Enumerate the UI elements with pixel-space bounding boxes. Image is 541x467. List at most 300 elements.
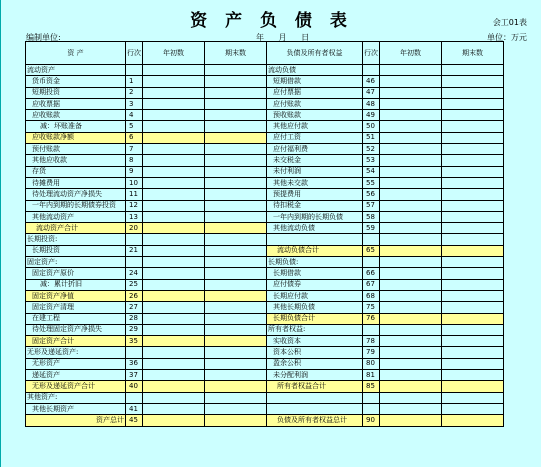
liability-end-cell[interactable] xyxy=(442,415,504,426)
unit-label: 编制单位: xyxy=(26,33,61,42)
asset-label[interactable]: 无形资产 xyxy=(26,358,126,369)
asset-begin-cell[interactable] xyxy=(143,200,205,211)
asset-line-no[interactable]: 4 xyxy=(126,110,143,121)
liability-label[interactable]: 预提费用 xyxy=(267,189,363,200)
asset-line-no[interactable] xyxy=(126,392,143,403)
report-title: 资 产 负 债 表 xyxy=(190,11,353,31)
liability-line-no[interactable]: 47 xyxy=(363,87,380,98)
liability-end-cell[interactable] xyxy=(442,279,504,290)
asset-begin-cell[interactable] xyxy=(143,336,205,347)
table-row xyxy=(26,65,504,76)
asset-end-cell[interactable] xyxy=(205,245,267,256)
liability-end-cell[interactable] xyxy=(442,403,504,414)
table-row xyxy=(26,98,504,109)
asset-label[interactable]: 其他资产: xyxy=(26,392,126,403)
liability-begin-cell[interactable] xyxy=(380,177,442,188)
liability-end-cell[interactable] xyxy=(442,65,504,76)
asset-begin-cell[interactable] xyxy=(143,268,205,279)
asset-begin-cell[interactable] xyxy=(143,403,205,414)
asset-line-no[interactable]: 40 xyxy=(126,381,143,392)
asset-end-cell[interactable] xyxy=(205,87,267,98)
asset-label[interactable]: 存货 xyxy=(26,166,126,177)
asset-line-no[interactable]: 37 xyxy=(126,370,143,381)
liability-label[interactable]: 未付利润 xyxy=(267,166,363,177)
liability-begin-cell[interactable] xyxy=(380,381,442,392)
asset-end-cell[interactable] xyxy=(205,234,267,245)
asset-end-cell[interactable] xyxy=(205,358,267,369)
table-row xyxy=(26,336,504,347)
asset-end-cell[interactable] xyxy=(205,177,267,188)
header-line-no-right[interactable]: 行次 xyxy=(363,42,380,65)
asset-line-no[interactable]: 6 xyxy=(126,132,143,143)
liability-begin-cell[interactable] xyxy=(380,234,442,245)
liability-label[interactable]: 实收资本 xyxy=(267,336,363,347)
liability-begin-cell[interactable] xyxy=(380,403,442,414)
liability-line-no[interactable] xyxy=(363,234,380,245)
asset-line-no[interactable]: 29 xyxy=(126,324,143,335)
asset-line-no[interactable]: 9 xyxy=(126,166,143,177)
asset-end-cell[interactable] xyxy=(205,98,267,109)
liability-end-cell[interactable] xyxy=(442,121,504,132)
liability-line-no[interactable]: 79 xyxy=(363,347,380,358)
asset-begin-cell[interactable] xyxy=(143,290,205,301)
asset-label[interactable]: 资产总计 xyxy=(26,415,126,426)
liability-begin-cell[interactable] xyxy=(380,302,442,313)
header-begin[interactable]: 年初数 xyxy=(143,42,205,65)
asset-label[interactable]: 其他应收款 xyxy=(26,155,126,166)
asset-begin-cell[interactable] xyxy=(143,189,205,200)
liability-end-cell[interactable] xyxy=(442,370,504,381)
liability-line-no[interactable]: 54 xyxy=(363,166,380,177)
liability-line-no[interactable]: 52 xyxy=(363,144,380,155)
asset-line-no[interactable]: 8 xyxy=(126,155,143,166)
liability-end-cell[interactable] xyxy=(442,87,504,98)
header-row xyxy=(26,42,504,65)
liability-label[interactable]: 其他流动负债 xyxy=(267,223,363,234)
liability-end-cell[interactable] xyxy=(442,313,504,324)
liability-label[interactable]: 长期负债合计 xyxy=(267,313,363,324)
liability-end-cell[interactable] xyxy=(442,155,504,166)
liability-begin-cell[interactable] xyxy=(380,257,442,268)
asset-begin-cell[interactable] xyxy=(143,76,205,87)
table-row xyxy=(26,324,504,335)
asset-line-no[interactable]: 2 xyxy=(126,87,143,98)
liability-end-cell[interactable] xyxy=(442,257,504,268)
table-row xyxy=(26,121,504,132)
asset-end-cell[interactable] xyxy=(205,381,267,392)
asset-line-no[interactable]: 24 xyxy=(126,268,143,279)
table-row xyxy=(26,177,504,188)
asset-end-cell[interactable] xyxy=(205,132,267,143)
table-row xyxy=(26,257,504,268)
liability-line-no[interactable]: 80 xyxy=(363,358,380,369)
asset-label[interactable]: 减：累计折旧 xyxy=(26,279,126,290)
liability-end-cell[interactable] xyxy=(442,132,504,143)
liability-begin-cell[interactable] xyxy=(380,98,442,109)
asset-label[interactable]: 长期投资: xyxy=(26,234,126,245)
asset-label[interactable]: 长期投资 xyxy=(26,245,126,256)
liability-end-cell[interactable] xyxy=(442,324,504,335)
liability-label[interactable]: 其他长期负债 xyxy=(267,302,363,313)
liability-end-cell[interactable] xyxy=(442,347,504,358)
liability-label[interactable] xyxy=(267,392,363,403)
asset-label[interactable]: 减：坏账准备 xyxy=(26,121,126,132)
asset-line-no[interactable] xyxy=(126,257,143,268)
asset-label[interactable]: 无形及递延资产: xyxy=(26,347,126,358)
liability-end-cell[interactable] xyxy=(442,98,504,109)
liability-begin-cell[interactable] xyxy=(380,268,442,279)
asset-label[interactable]: 固定资产原价 xyxy=(26,268,126,279)
liability-line-no[interactable]: 48 xyxy=(363,98,380,109)
liability-line-no[interactable]: 53 xyxy=(363,155,380,166)
asset-begin-cell[interactable] xyxy=(143,177,205,188)
currency-label: 单位：万元 xyxy=(487,33,527,42)
asset-line-no[interactable]: 5 xyxy=(126,121,143,132)
header-assets[interactable]: 资 产 xyxy=(26,42,126,65)
liability-line-no[interactable]: 57 xyxy=(363,200,380,211)
liability-end-cell[interactable] xyxy=(442,76,504,87)
liability-label[interactable]: 短期借款 xyxy=(267,76,363,87)
liability-line-no[interactable] xyxy=(363,324,380,335)
asset-end-cell[interactable] xyxy=(205,257,267,268)
table-row xyxy=(26,370,504,381)
asset-begin-cell[interactable] xyxy=(143,245,205,256)
asset-begin-cell[interactable] xyxy=(143,347,205,358)
liability-begin-cell[interactable] xyxy=(380,290,442,301)
liability-label[interactable]: 应付工资 xyxy=(267,132,363,143)
asset-end-cell[interactable] xyxy=(205,392,267,403)
liability-begin-cell[interactable] xyxy=(380,144,442,155)
asset-end-cell[interactable] xyxy=(205,324,267,335)
asset-end-cell[interactable] xyxy=(205,268,267,279)
table-row xyxy=(26,415,504,426)
liability-begin-cell[interactable] xyxy=(380,370,442,381)
liability-begin-cell[interactable] xyxy=(380,65,442,76)
liability-end-cell[interactable] xyxy=(442,245,504,256)
asset-line-no[interactable]: 13 xyxy=(126,211,143,222)
liability-line-no[interactable] xyxy=(363,257,380,268)
asset-label[interactable]: 应收账款净额 xyxy=(26,132,126,143)
liability-line-no[interactable]: 75 xyxy=(363,302,380,313)
liability-end-cell[interactable] xyxy=(442,358,504,369)
liability-label[interactable]: 应付债券 xyxy=(267,279,363,290)
liability-line-no[interactable]: 81 xyxy=(363,370,380,381)
liability-line-no[interactable]: 65 xyxy=(363,245,380,256)
liability-end-cell[interactable] xyxy=(442,290,504,301)
liability-label[interactable]: 应付福利费 xyxy=(267,144,363,155)
asset-line-no[interactable]: 7 xyxy=(126,144,143,155)
liability-label[interactable]: 应付票据 xyxy=(267,87,363,98)
liability-line-no[interactable]: 68 xyxy=(363,290,380,301)
asset-label[interactable]: 固定资产清理 xyxy=(26,302,126,313)
liability-label[interactable]: 流动负债 xyxy=(267,65,363,76)
liability-begin-cell[interactable] xyxy=(380,324,442,335)
table-row xyxy=(26,302,504,313)
table-row xyxy=(26,358,504,369)
liability-label[interactable]: 流动负债合计 xyxy=(267,245,363,256)
asset-end-cell[interactable] xyxy=(205,302,267,313)
liability-line-no[interactable]: 49 xyxy=(363,110,380,121)
asset-line-no[interactable] xyxy=(126,234,143,245)
asset-begin-cell[interactable] xyxy=(143,415,205,426)
header-end-right[interactable]: 期末数 xyxy=(442,42,504,65)
asset-line-no[interactable]: 35 xyxy=(126,336,143,347)
asset-line-no[interactable] xyxy=(126,347,143,358)
header-end[interactable]: 期末数 xyxy=(205,42,267,65)
liability-end-cell[interactable] xyxy=(442,144,504,155)
asset-begin-cell[interactable] xyxy=(143,87,205,98)
asset-label[interactable]: 流动资产合计 xyxy=(26,223,126,234)
header-liabilities[interactable]: 负债及所有者权益 xyxy=(267,42,363,65)
asset-label[interactable]: 待处理固定资产净损失 xyxy=(26,324,126,335)
table-row xyxy=(26,166,504,177)
asset-label[interactable]: 固定资产合计 xyxy=(26,336,126,347)
asset-begin-cell[interactable] xyxy=(143,144,205,155)
asset-end-cell[interactable] xyxy=(205,189,267,200)
asset-end-cell[interactable] xyxy=(205,415,267,426)
asset-end-cell[interactable] xyxy=(205,211,267,222)
asset-end-cell[interactable] xyxy=(205,347,267,358)
asset-label[interactable]: 待处理流动资产净损失 xyxy=(26,189,126,200)
liability-label[interactable]: 盈余公积 xyxy=(267,358,363,369)
asset-line-no[interactable]: 20 xyxy=(126,223,143,234)
asset-begin-cell[interactable] xyxy=(143,302,205,313)
liability-begin-cell[interactable] xyxy=(380,415,442,426)
liability-begin-cell[interactable] xyxy=(380,200,442,211)
liability-label[interactable]: 所有者权益合计 xyxy=(267,381,363,392)
header-begin-right[interactable]: 年初数 xyxy=(380,42,442,65)
asset-end-cell[interactable] xyxy=(205,200,267,211)
liability-end-cell[interactable] xyxy=(442,110,504,121)
asset-label[interactable]: 在建工程 xyxy=(26,313,126,324)
table-row xyxy=(26,279,504,290)
asset-label[interactable]: 待摊费用 xyxy=(26,177,126,188)
asset-begin-cell[interactable] xyxy=(143,211,205,222)
asset-end-cell[interactable] xyxy=(205,121,267,132)
liability-end-cell[interactable] xyxy=(442,234,504,245)
table-row xyxy=(26,234,504,245)
liability-begin-cell[interactable] xyxy=(380,76,442,87)
asset-begin-cell[interactable] xyxy=(143,324,205,335)
liability-line-no[interactable] xyxy=(363,65,380,76)
asset-begin-cell[interactable] xyxy=(143,132,205,143)
asset-line-no[interactable]: 12 xyxy=(126,200,143,211)
liability-begin-cell[interactable] xyxy=(380,87,442,98)
asset-label[interactable]: 固定资产: xyxy=(26,257,126,268)
table-row xyxy=(26,144,504,155)
table-row xyxy=(26,392,504,403)
asset-label[interactable]: 其他流动资产 xyxy=(26,211,126,222)
liability-label[interactable]: 所有者权益: xyxy=(267,324,363,335)
liability-begin-cell[interactable] xyxy=(380,279,442,290)
liability-line-no[interactable]: 55 xyxy=(363,177,380,188)
asset-label[interactable]: 固定资产净值 xyxy=(26,290,126,301)
liability-begin-cell[interactable] xyxy=(380,392,442,403)
liability-end-cell[interactable] xyxy=(442,302,504,313)
liability-label[interactable]: 长期负债: xyxy=(267,257,363,268)
asset-end-cell[interactable] xyxy=(205,403,267,414)
asset-label[interactable]: 应收账款 xyxy=(26,110,126,121)
table-row xyxy=(26,403,504,414)
asset-end-cell[interactable] xyxy=(205,166,267,177)
asset-begin-cell[interactable] xyxy=(143,257,205,268)
liability-line-no[interactable]: 59 xyxy=(363,223,380,234)
liability-begin-cell[interactable] xyxy=(380,358,442,369)
asset-line-no[interactable]: 45 xyxy=(126,415,143,426)
asset-end-cell[interactable] xyxy=(205,144,267,155)
table-row xyxy=(26,200,504,211)
asset-end-cell[interactable] xyxy=(205,155,267,166)
liability-label[interactable]: 负债及所有者权益总计 xyxy=(267,415,363,426)
asset-begin-cell[interactable] xyxy=(143,313,205,324)
header-line-no[interactable]: 行次 xyxy=(126,42,143,65)
asset-begin-cell[interactable] xyxy=(143,65,205,76)
liability-end-cell[interactable] xyxy=(442,381,504,392)
asset-line-no[interactable]: 41 xyxy=(126,403,143,414)
asset-begin-cell[interactable] xyxy=(143,358,205,369)
liability-label[interactable]: 未交税金 xyxy=(267,155,363,166)
liability-begin-cell[interactable] xyxy=(380,211,442,222)
asset-end-cell[interactable] xyxy=(205,313,267,324)
asset-label[interactable]: 一年内到期的长期债券投资 xyxy=(26,200,126,211)
asset-end-cell[interactable] xyxy=(205,370,267,381)
liability-end-cell[interactable] xyxy=(442,336,504,347)
asset-end-cell[interactable] xyxy=(205,110,267,121)
liability-line-no[interactable]: 46 xyxy=(363,76,380,87)
liability-line-no[interactable]: 90 xyxy=(363,415,380,426)
liability-begin-cell[interactable] xyxy=(380,347,442,358)
liability-label[interactable] xyxy=(267,403,363,414)
liability-label[interactable]: 一年内到期的长期负债 xyxy=(267,211,363,222)
asset-line-no[interactable]: 21 xyxy=(126,245,143,256)
asset-line-no[interactable]: 1 xyxy=(126,76,143,87)
asset-label[interactable]: 短期投资 xyxy=(26,87,126,98)
liability-line-no[interactable]: 78 xyxy=(363,336,380,347)
liability-begin-cell[interactable] xyxy=(380,336,442,347)
asset-line-no[interactable]: 11 xyxy=(126,189,143,200)
liability-end-cell[interactable] xyxy=(442,177,504,188)
asset-begin-cell[interactable] xyxy=(143,98,205,109)
asset-label[interactable]: 流动资产 xyxy=(26,65,126,76)
table-row xyxy=(26,245,504,256)
asset-label[interactable]: 应收票据 xyxy=(26,98,126,109)
asset-end-cell[interactable] xyxy=(205,336,267,347)
liability-begin-cell[interactable] xyxy=(380,189,442,200)
asset-label[interactable]: 无形及递延资产合计 xyxy=(26,381,126,392)
asset-end-cell[interactable] xyxy=(205,290,267,301)
table-row xyxy=(26,76,504,87)
liability-begin-cell[interactable] xyxy=(380,245,442,256)
liability-end-cell[interactable] xyxy=(442,223,504,234)
table-row xyxy=(26,211,504,222)
asset-line-no[interactable] xyxy=(126,65,143,76)
asset-label[interactable]: 预付账款 xyxy=(26,144,126,155)
liability-begin-cell[interactable] xyxy=(380,110,442,121)
liability-line-no[interactable]: 85 xyxy=(363,381,380,392)
asset-begin-cell[interactable] xyxy=(143,110,205,121)
liability-line-no[interactable] xyxy=(363,403,380,414)
asset-end-cell[interactable] xyxy=(205,76,267,87)
asset-line-no[interactable]: 27 xyxy=(126,302,143,313)
liability-label[interactable]: 待扣税金 xyxy=(267,200,363,211)
asset-begin-cell[interactable] xyxy=(143,279,205,290)
asset-line-no[interactable]: 10 xyxy=(126,177,143,188)
asset-begin-cell[interactable] xyxy=(143,166,205,177)
liability-label[interactable]: 长期借款 xyxy=(267,268,363,279)
liability-begin-cell[interactable] xyxy=(380,121,442,132)
liability-label[interactable]: 其他未交款 xyxy=(267,177,363,188)
liability-line-no[interactable]: 76 xyxy=(363,313,380,324)
asset-end-cell[interactable] xyxy=(205,279,267,290)
liability-line-no[interactable]: 66 xyxy=(363,268,380,279)
liability-line-no[interactable]: 50 xyxy=(363,121,380,132)
asset-begin-cell[interactable] xyxy=(143,370,205,381)
liability-line-no[interactable]: 67 xyxy=(363,279,380,290)
asset-label[interactable]: 其他长期资产 xyxy=(26,403,126,414)
liability-label[interactable]: 预收账款 xyxy=(267,110,363,121)
asset-begin-cell[interactable] xyxy=(143,381,205,392)
liability-line-no[interactable] xyxy=(363,392,380,403)
asset-line-no[interactable]: 28 xyxy=(126,313,143,324)
asset-end-cell[interactable] xyxy=(205,223,267,234)
asset-line-no[interactable]: 3 xyxy=(126,98,143,109)
liability-line-no[interactable]: 56 xyxy=(363,189,380,200)
liability-line-no[interactable]: 58 xyxy=(363,211,380,222)
asset-begin-cell[interactable] xyxy=(143,121,205,132)
asset-begin-cell[interactable] xyxy=(143,155,205,166)
balance-sheet-table xyxy=(25,41,504,427)
liability-label[interactable]: 其他应付款 xyxy=(267,121,363,132)
asset-line-no[interactable]: 36 xyxy=(126,358,143,369)
liability-end-cell[interactable] xyxy=(442,268,504,279)
liability-end-cell[interactable] xyxy=(442,189,504,200)
asset-end-cell[interactable] xyxy=(205,65,267,76)
asset-begin-cell[interactable] xyxy=(143,234,205,245)
asset-label[interactable]: 递延资产 xyxy=(26,370,126,381)
table-row xyxy=(26,290,504,301)
liability-end-cell[interactable] xyxy=(442,392,504,403)
liability-label[interactable] xyxy=(267,234,363,245)
table-row xyxy=(26,132,504,143)
table-row xyxy=(26,155,504,166)
form-code: 会工01表 xyxy=(492,18,527,27)
liability-line-no[interactable]: 51 xyxy=(363,132,380,143)
liability-label[interactable]: 资本公积 xyxy=(267,347,363,358)
liability-label[interactable]: 未分配利润 xyxy=(267,370,363,381)
liability-begin-cell[interactable] xyxy=(380,155,442,166)
liability-begin-cell[interactable] xyxy=(380,166,442,177)
asset-begin-cell[interactable] xyxy=(143,223,205,234)
liability-begin-cell[interactable] xyxy=(380,132,442,143)
liability-end-cell[interactable] xyxy=(442,166,504,177)
asset-line-no[interactable]: 25 xyxy=(126,279,143,290)
liability-label[interactable]: 长期应付款 xyxy=(267,290,363,301)
period-label: 年 月 日 xyxy=(256,33,310,42)
liability-label[interactable]: 应付账款 xyxy=(267,98,363,109)
table-row xyxy=(26,268,504,279)
table-row xyxy=(26,381,504,392)
asset-line-no[interactable]: 26 xyxy=(126,290,143,301)
table-row xyxy=(26,223,504,234)
liability-end-cell[interactable] xyxy=(442,200,504,211)
liability-begin-cell[interactable] xyxy=(380,313,442,324)
liability-begin-cell[interactable] xyxy=(380,223,442,234)
asset-begin-cell[interactable] xyxy=(143,392,205,403)
liability-end-cell[interactable] xyxy=(442,211,504,222)
table-row xyxy=(26,313,504,324)
table-row xyxy=(26,347,504,358)
asset-label[interactable]: 货币资金 xyxy=(26,76,126,87)
